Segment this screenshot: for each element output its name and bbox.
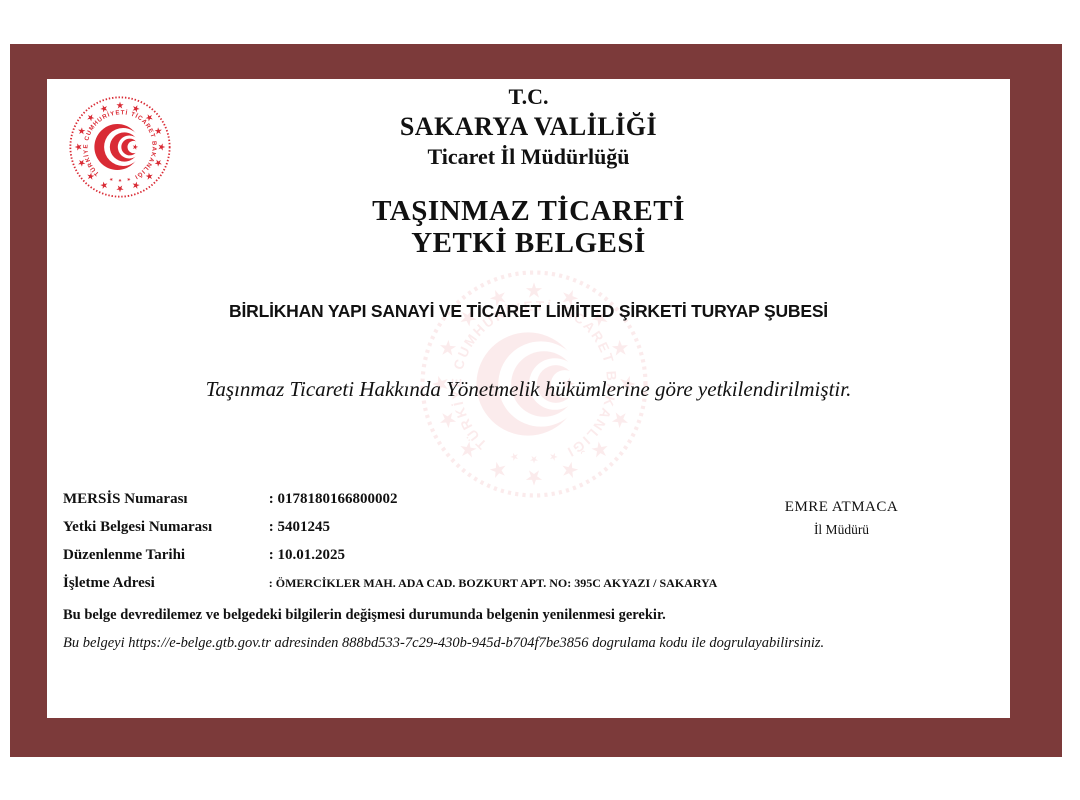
governorship-name: SAKARYA VALİLİĞİ [399, 111, 658, 141]
certificate-title [47, 195, 1010, 260]
field-row-business-address [63, 575, 717, 603]
field-label: Düzenlenme Tarihi [63, 547, 186, 563]
field-value: : 0178180166800002 [268, 491, 398, 507]
field-row-issue-date [63, 547, 717, 575]
authorization-statement: Taşınmaz Ticareti Hakkında Yönetmelik hükümlerine göre yetkilendirilmiştir. [205, 377, 852, 401]
signatory-name: EMRE ATMACA [784, 499, 899, 515]
certificate-page [47, 79, 1010, 718]
non-transfer-notice: Bu belge devredilemez ve belgedeki bilgilerin değişmesi durumunda belgenin yenilenmesi gerekir. [63, 607, 666, 623]
field-value: : 5401245 [268, 519, 330, 535]
certificate-title-line2: YETKİ BELGESİ [411, 227, 646, 260]
field-row-certificate-number [63, 519, 717, 547]
certificate-title-line1: TAŞINMAZ TİCARETİ [372, 195, 685, 227]
info-fields [63, 491, 717, 603]
signatory-title: İl Müdürü [813, 522, 870, 537]
field-label: MERSİS Numarası [63, 491, 188, 507]
field-label: İşletme Adresi [63, 575, 155, 591]
directorate-name: Ticaret İl Müdürlüğü [427, 144, 630, 169]
field-row-mersis [63, 491, 717, 519]
signature-block [744, 499, 939, 538]
field-value: : 10.01.2025 [268, 547, 345, 563]
republic-abbreviation: T.C. [508, 84, 549, 109]
verification-note: Bu belgeyi https://e-belge.gtb.gov.tr adresinden 888bd533-7c29-430b-945d-b704f7be3856 dogrulama kodu ile dogrulayabilirsiniz. [63, 635, 825, 651]
header-block [47, 83, 1010, 171]
field-label: Yetki Belgesi Numarası [63, 519, 213, 535]
company-name: BİRLİKHAN YAPI SANAYİ VE TİCARET LİMİTED ŞİRKETİ TURYAP ŞUBESİ [229, 301, 828, 321]
field-value: : ÖMERCİKLER MAH. ADA CAD. BOZKURT APT. NO: 395C AKYAZI / SAKARYA [268, 576, 718, 590]
